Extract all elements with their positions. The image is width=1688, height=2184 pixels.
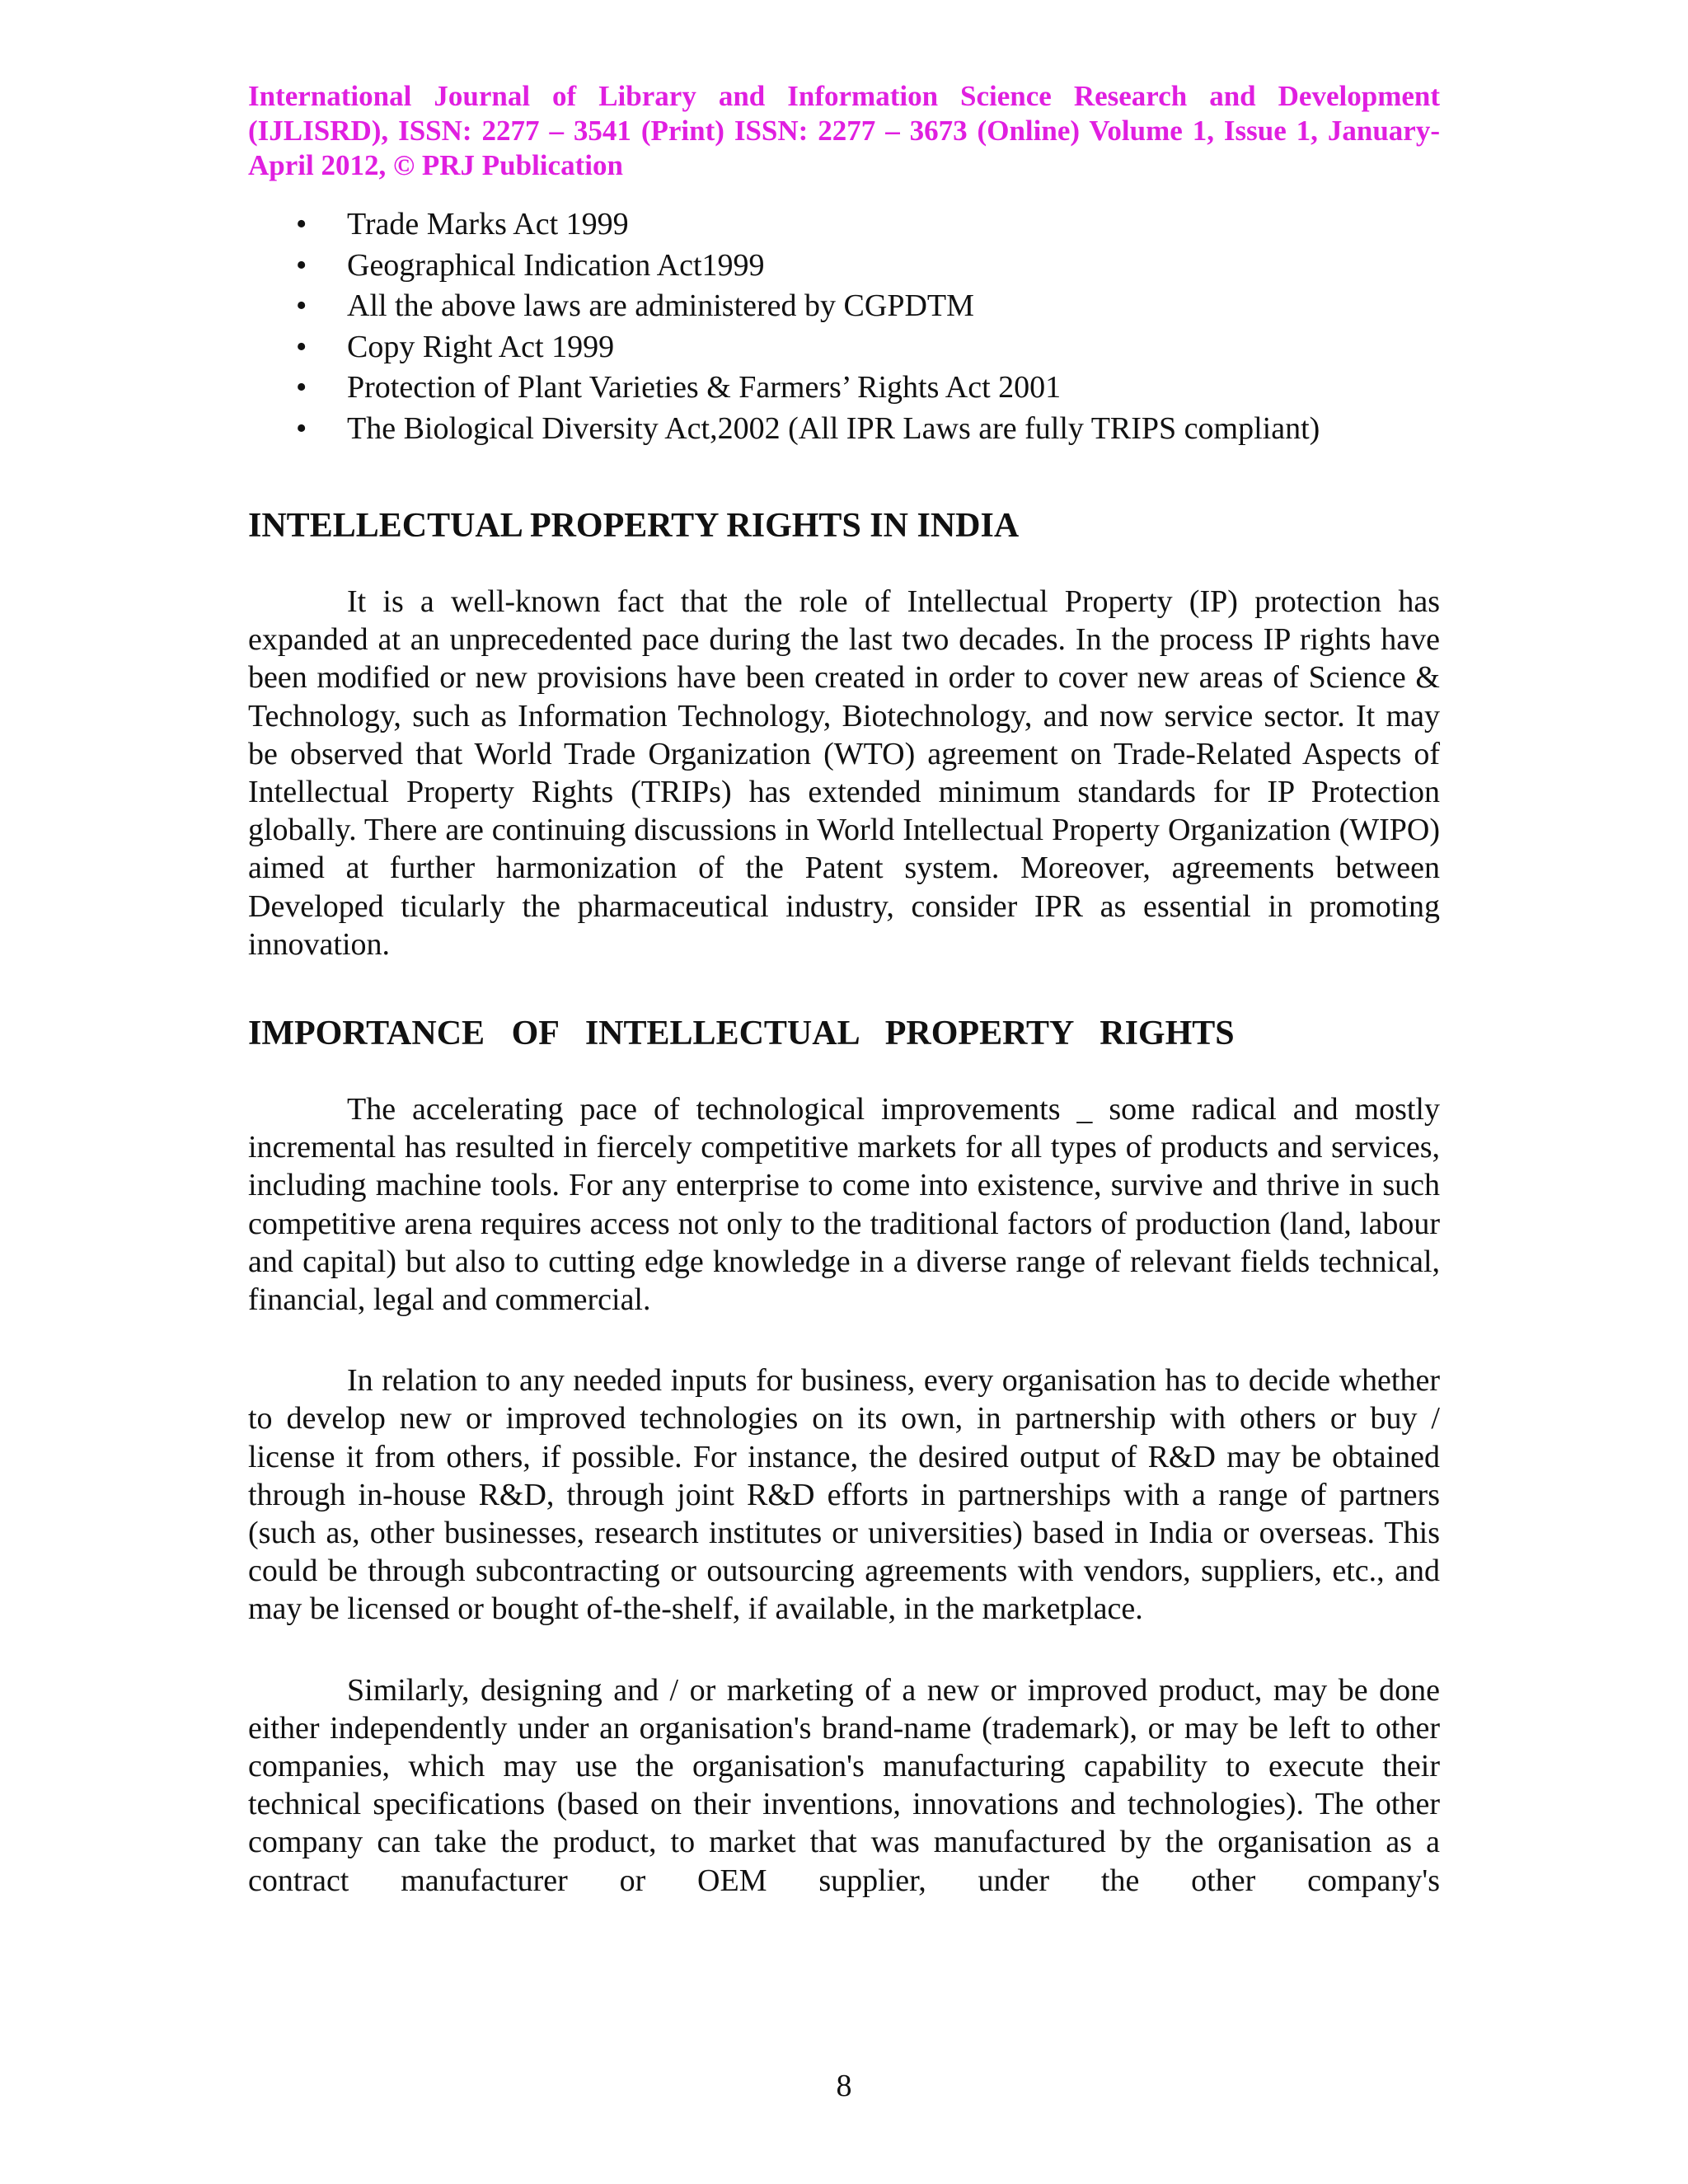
section-heading-ipr-india: INTELLECTUAL PROPERTY RIGHTS IN INDIA (248, 507, 1020, 545)
bullet-icon: • (296, 247, 307, 283)
list-item-text: Protection of Plant Varieties & Farmers’ Rights Act 2001 (347, 370, 1062, 405)
journal-header: International Journal of Library and Information Science Research and Development (IJLISRD), ISSN: 2277 – 3541 (Print) ISSN: 2277 – 3673 (Online) Volume 1, Issue 1, January- April 2012, © PRJ Publication (248, 80, 1440, 181)
paragraph-ipr-india: It is a well-known fact that the role of Intellectual Property (IP) protection has expanded at an unprecedented pace during the last two decades. In the process IP rights have been modified or new provisions have been created in order to cover new areas of Science & Technology, such as Information Technology, Biotechnology, and now service sector. It may be observed that World Trade Organization (WTO) agreement on Trade-Related Aspects of Intellectual Property Rights (TRIPs) has extended minimum standards for IP Protection globally. There are continuing discussions in World Intellectual Property Organization (WIPO) aimed at further harmonization of the Patent system. Moreover, agreements between Developed ticularly the pharmaceutical industry, consider IPR as essential in promoting innovation. (248, 584, 1440, 962)
paragraph-importance-3: Similarly, designing and / or marketing of a new or improved product, may be done either independently under an organisation's brand-name (trademark), or may be left to other companies, which may use the organisation's manufacturing capability to execute their technical specifications (based on their inventions, innovations and technologies). The other company can take the product, to market that was manufactured by the organisation as a contract manufacturer or OEM supplier, under the other company's (248, 1672, 1440, 1898)
list-item (248, 327, 1440, 368)
paragraph-importance-2: In relation to any needed inputs for business, every organisation has to decide whether to develop new or improved technologies on its own, in partnership with others or buy / license it from others, if possible. For instance, the desired output of R&D may be obtained through in-house R&D, through joint R&D efforts in partnerships with a range of partners (such as, other businesses, research institutes or universities) based in India or overseas. This could be through subcontracting or outsourcing agreements with vendors, suppliers, etc., and may be licensed or bought of-the-shelf, if available, in the marketplace. (248, 1363, 1440, 1627)
list-item (248, 409, 1440, 450)
paragraph-importance-1: The accelerating pace of technological improvements _ some radical and mostly incremental has resulted in fiercely competitive markets for all types of products and services, including machine tools. For any enterprise to come into existence, survive and thrive in such competitive arena requires access not only to the traditional factors of production (land, labour and capital) but also to cutting edge knowledge in a diverse range of relevant fields technical, financial, legal and commercial. (248, 1092, 1440, 1318)
bullet-icon: • (296, 329, 307, 364)
list-item (248, 204, 1440, 246)
list-item-text: Trade Marks Act 1999 (347, 207, 629, 241)
list-item-text: Copy Right Act 1999 (347, 329, 615, 364)
list-item-text: All the above laws are administered by CGPDTM (347, 288, 974, 323)
bullet-icon: • (296, 370, 307, 405)
bullet-icon: • (296, 207, 307, 241)
list-item (248, 368, 1440, 409)
list-item (248, 246, 1440, 287)
list-item (248, 286, 1440, 327)
section-heading-importance: IMPORTANCE OF INTELLECTUAL PROPERTY RIGHTS (248, 1015, 1235, 1053)
bullet-icon: • (296, 288, 307, 323)
list-item-text: The Biological Diversity Act,2002 (All IPR Laws are fully TRIPS compliant) (347, 410, 1320, 446)
bullet-icon: • (296, 410, 307, 446)
page-content (248, 79, 1440, 1900)
page-number: 8 (836, 2069, 852, 2103)
list-item-text: Geographical Indication Act1999 (347, 247, 765, 283)
bullet-list (248, 204, 1440, 449)
